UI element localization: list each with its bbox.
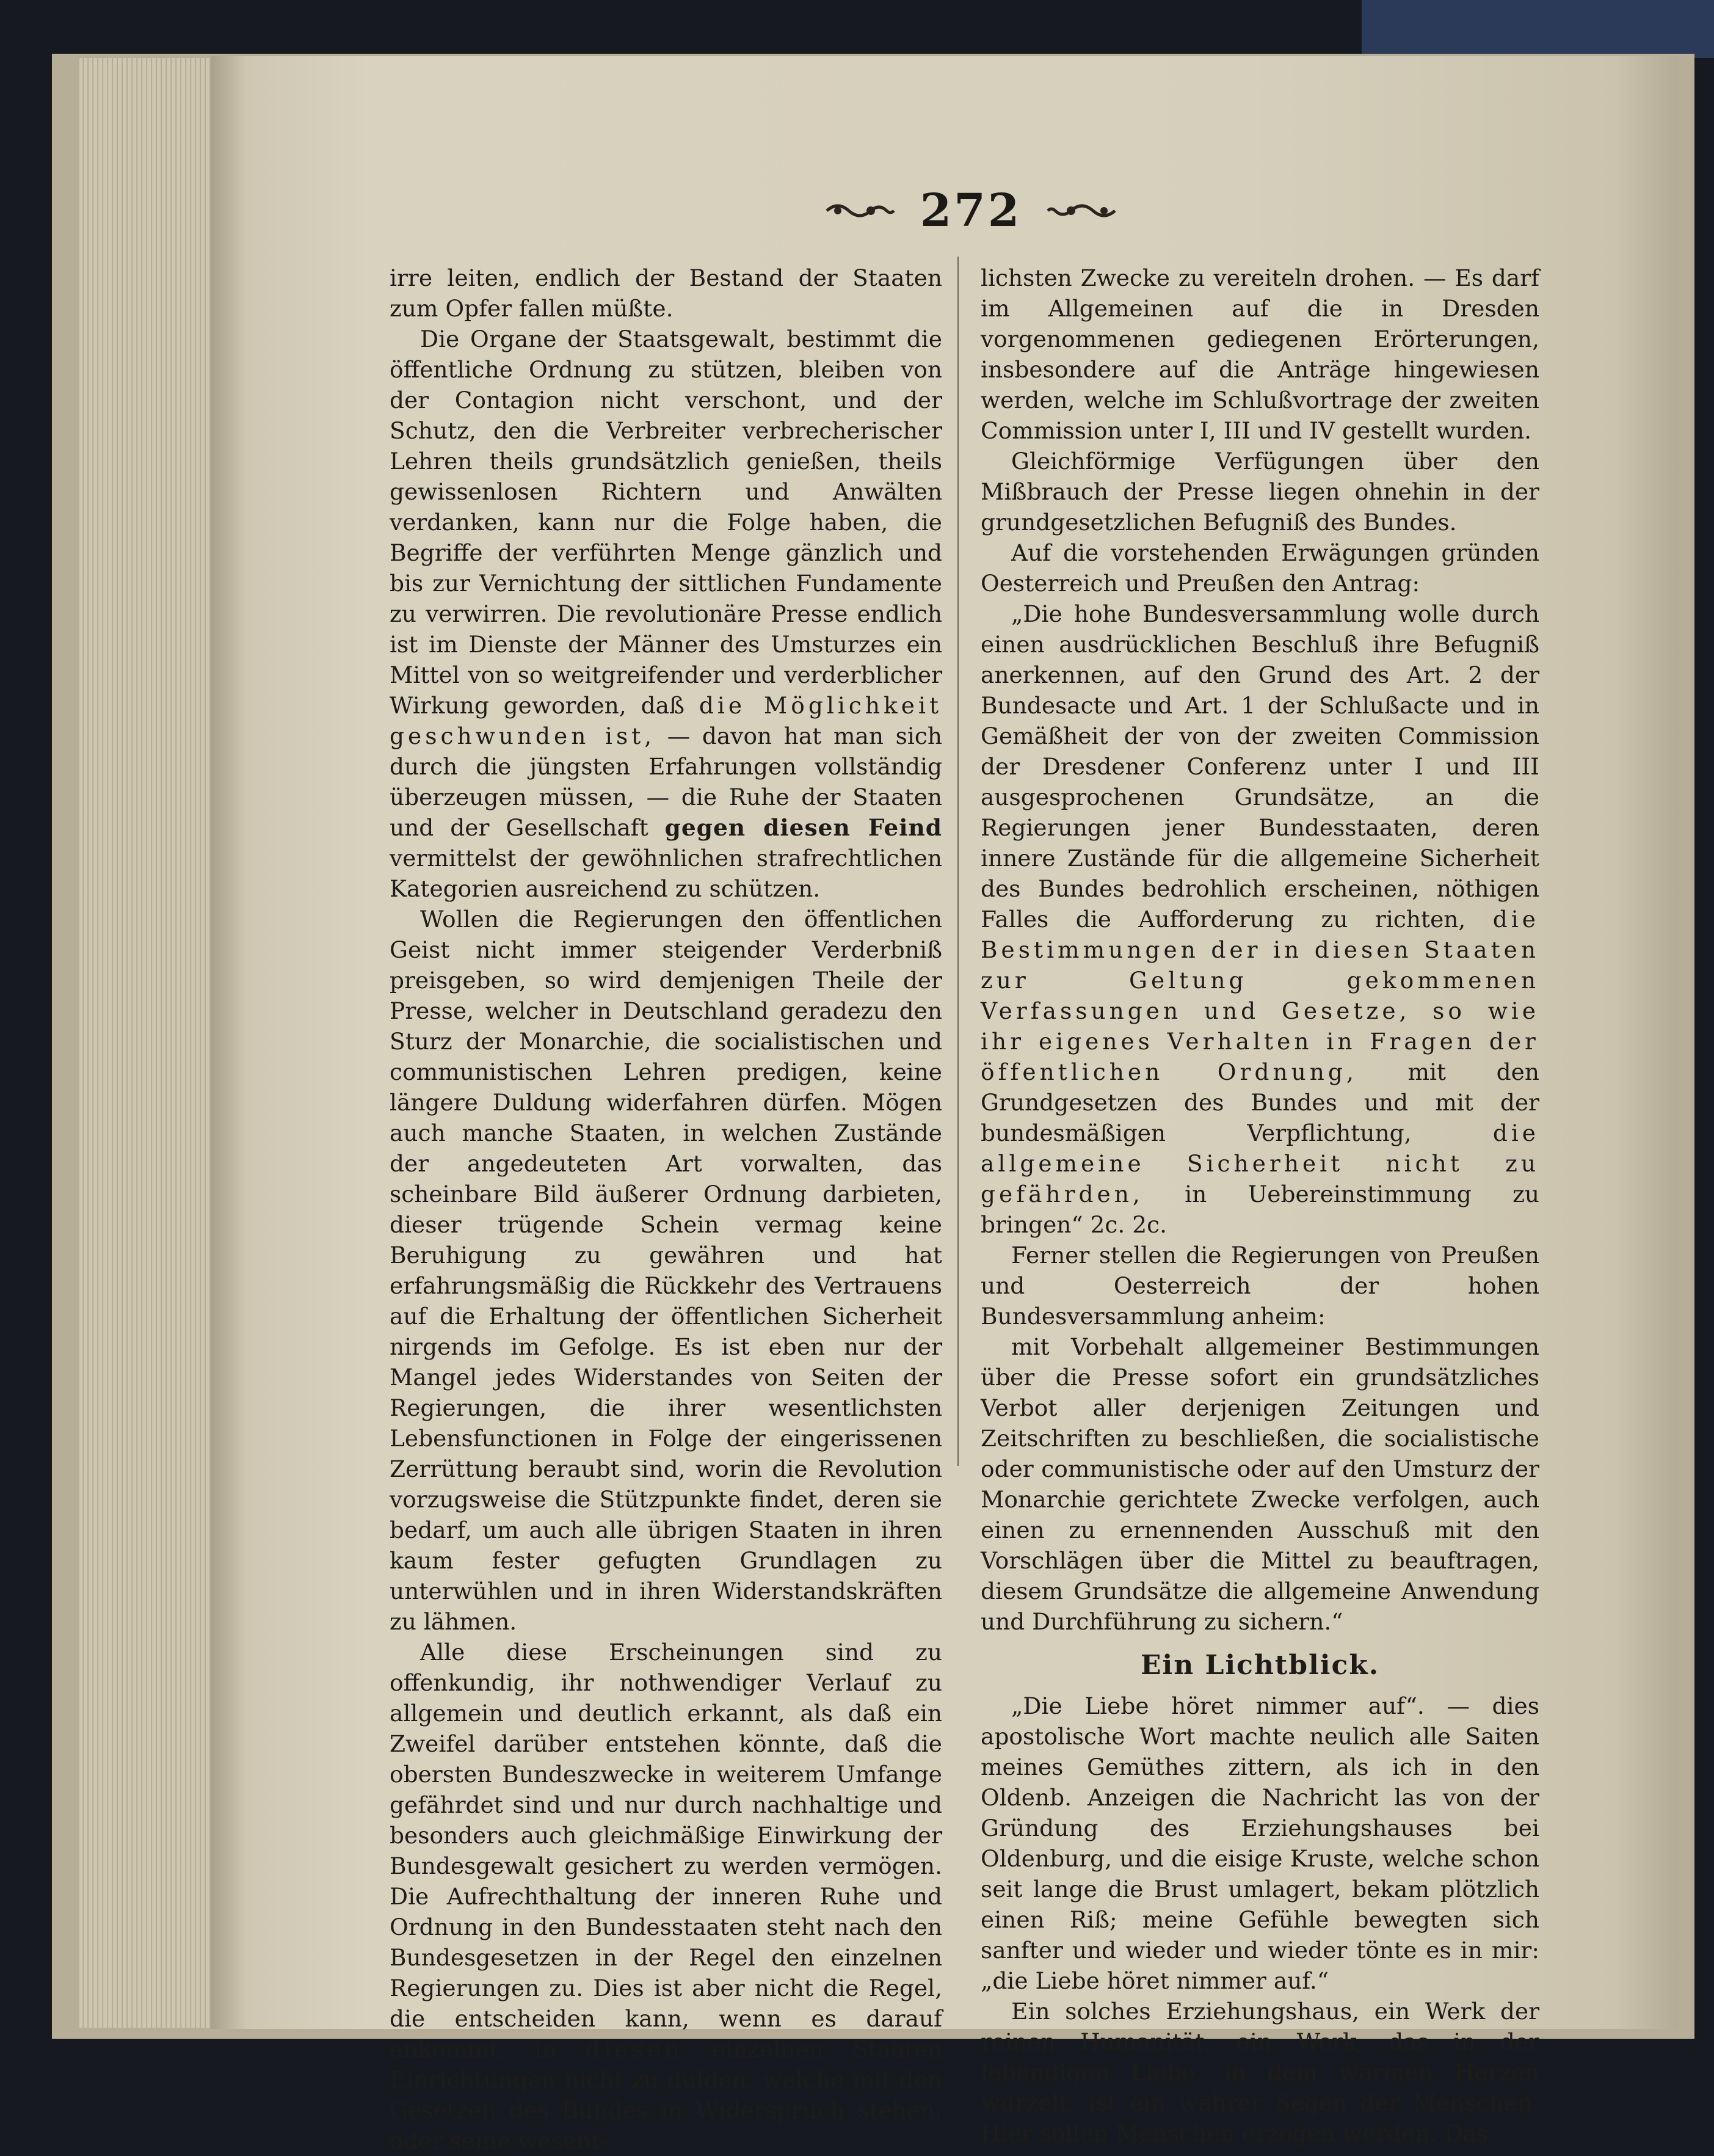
paragraph-2-text-a: Die Organe der Staatsgewalt, bestimmt die öffentliche Ordnung zu stützen, bleiben von der Contagion nicht verschont, und der Schutz, den die Verbreiter verbrecherischer Lehren theils grundsätzlich genießen, theils gewissenlosen Richtern und Anwälten verdanken, kann nur die Folge haben, die Begriffe der verführten Menge gänzlich und bis zur Vernichtung der sittlichen Fundamente zu verwirren. Die revolutionäre Presse endlich ist im Dienste der Männer des Umsturzes ein Mittel von so weitgreifender und verderblicher Wirkung geworden, daß xyxy=(390,326,942,719)
quoted-motion-1-text-b: mit den Grundgesetzen des Bundes und mit der bundesmäßigen Verpflichtung, xyxy=(981,1058,1539,1146)
paragraph-3: Wollen die Regierungen den öffentlichen Geist nicht immer steigender Verderbniß preisgeben, so wird demjenigen Theile der Presse, welcher in Deutschland geradezu den Sturz der Monarchie, die socialistischen und communistischen Lehren predigen, keine längere Duldung widerfahren dürfen. Mögen auch manche Staaten, in welchen Zustände der angedeuteten Art vorwalten, das scheinbare Bild äußerer Ordnung darbieten, dieser trügende Schein vermag keine Beruhigung zu gewähren und hat erfahrungsmäßig die Rückkehr des Vertrauens auf die Erhaltung der öffentlichen Sicherheit nirgends im Gefolge. Es ist eben nur der Mangel jedes Widerstandes von Seiten der Regierungen, die ihrer wesentlichsten Lebensfunctionen in Folge der eingerissenen Zerrüttung beraubt sind, worin die Revolution vorzugsweise die Stützpunkte findet, deren sie bedarf, um auch alle übrigen Staaten in ihren kaum fester gefugten Grundlagen zu unterwühlen und in ihren Widerstandskräften zu lähmen. xyxy=(390,906,942,1635)
paragraph-4-text-a: Alle diese Erscheinungen sind zu offenkundig, ihr nothwendiger Verlauf zu allgemein und deutlich erkannt, als daß ein Zweifel darüber entstehen könnte, daß die obersten Bundeszwecke in weiterem Umfange gefährdet sind und nur durch nachhaltige und besonders auch gleichmäßige Einwirkung der Bundesgewalt gesichert zu werden vermögen. Die Aufrechthaltung der inneren Ruhe und Ordnung in den Bundesstaaten steht nach den Bundesgesetzen in der Regel den einzelnen Regierungen zu. Dies ist aber nicht die Regel, die entscheiden kann, wenn es darauf ankommt, in xyxy=(390,1639,942,2063)
right-paragraph-1: lichsten Zwecke zu vereiteln drohen. — Es darf im Allgemeinen auf die in Dresden vorgenommenen gediegenen Erörterungen, insbesondere auf die Anträge hingewiesen werden, welche im Schlußvortrage der zweiten Commission unter I, III und IV gestellt wurden. xyxy=(981,264,1539,444)
page-stack-edge xyxy=(79,58,211,2028)
quoted-motion-1-emphasis-1: die Bestimmungen der in diesen Staaten zur Geltung gekommenen Verfassungen und Gesetze, so wie ihr eigenes Verhalten in Fragen der öffentlichen Ordnung, xyxy=(981,906,1539,1085)
right-paragraph-5: „Die Liebe höret nimmer auf“. — dies apostolische Wort machte neulich alle Saiten meines Gemüthes zittern, als ich in den Oldenb. Anzeigen die Nachricht las von der Gründung des Erziehungshauses bei Oldenburg, und die eisige Kruste, welche schon seit lange die Brust umlagert, bekam plötzlich einen Riß; meine Gefühle bewegten sich sanfter und wieder und wieder tönte es in mir: „die Liebe höret nimmer auf.“ xyxy=(981,1692,1539,1994)
right-paragraph-4: Ferner stellen die Regierungen von Preußen und Oesterreich der hohen Bundesversammlung anheim: xyxy=(981,1242,1539,1330)
right-paragraph-6: Ein solches Erziehungshaus, ein Werk der reinen Humanität, ein Werk, das in der lebendigen Liebe, in dem warmen Herzen wurzelt, ist ein wahrer Segen der Menschen. Hier sollen Menschen erzogen werden. Das xyxy=(981,1998,1539,2147)
ornament-left-icon xyxy=(826,198,896,223)
right-paragraph-3: Auf die vorstehenden Erwägungen gründen Oesterreich und Preußen den Antrag: xyxy=(981,539,1539,597)
column-divider xyxy=(957,257,959,1466)
quoted-motion-1 xyxy=(981,599,1539,1240)
paragraph-4-emphasis: diesen xyxy=(585,2036,683,2063)
left-column xyxy=(390,263,942,2156)
section-heading: Ein Lichtblick. xyxy=(1140,1650,1380,1681)
right-paragraph-2: Gleichförmige Verfügungen über den Mißbrauch der Presse liegen ohnehin in der grundgesetzlichen Befugniß des Bundes. xyxy=(981,448,1539,536)
ornament-right-icon xyxy=(1046,198,1116,223)
paragraph-2 xyxy=(390,324,942,904)
paragraph-2-emphasis-2: gegen diesen Feind xyxy=(664,814,942,841)
quoted-motion-1-text-a: „Die hohe Bundesversammlung wolle durch einen ausdrücklichen Beschluß ihre Befugniß anerkennen, auf den Grund des Art. 2 der Bundesacte und Art. 1 der Schlußacte und in Gemäßheit der von der zweiten Commission der Dresdener Conferenz unter I und III ausgesprochenen Grundsätze, an die Regierungen jener Bundesstaaten, deren innere Zustände für die allgemeine Sicherheit des Bundes bedrohlich erscheinen, nöthigen Falles die Aufforderung zu richten, xyxy=(981,600,1539,933)
paragraph-2-text-c: vermittelst der gewöhnlichen strafrechtlichen Kategorien ausreichend zu schützen. xyxy=(390,845,942,902)
paragraph-4-text-b: einzelnen Staaten Einrichtungen nicht zu dulden, welche mit den Gesetzen des Bundes in Widerspruch stehen, oder seine wesent- xyxy=(390,2036,943,2154)
paragraph-1: irre leiten, endlich der Bestand der Staaten zum Opfer fallen müßte. xyxy=(390,264,942,322)
paragraph-2-emphasis-1: die Möglichkeit geschwunden ist, xyxy=(390,692,943,749)
page-header xyxy=(824,186,1117,235)
quoted-motion-2: mit Vorbehalt allgemeiner Bestimmungen über die Presse sofort ein grundsätzliches Verbot aller derjenigen Zeitungen und Zeitschriften zu beschließen, die socialistische oder communistische oder auf den Umsturz der Monarchie gerichtete Zwecke verfolgen, auch einen zu ernennenden Ausschuß mit den Vorschlägen über die Mittel zu beauftragen, diesem Grundsätze die allgemeine Anwendung und Durchführung zu sichern.“ xyxy=(981,1333,1539,1635)
paragraph-4 xyxy=(390,1637,942,2156)
quoted-motion-1-text-c: in Uebereinstimmung zu bringen“ 2c. 2c. xyxy=(981,1181,1539,1238)
paragraph-2-text-b: — davon hat man sich durch die jüngsten Erfahrungen vollständig überzeugen müssen, — die Ruhe der Staaten und der Gesellschaft xyxy=(390,723,943,841)
right-column xyxy=(981,263,1539,2149)
quoted-motion-1-emphasis-2: die allgemeine Sicherheit nicht zu gefährden, xyxy=(981,1120,1540,1207)
page-number: 272 xyxy=(920,184,1022,237)
book-cover-edge xyxy=(1362,0,1714,58)
